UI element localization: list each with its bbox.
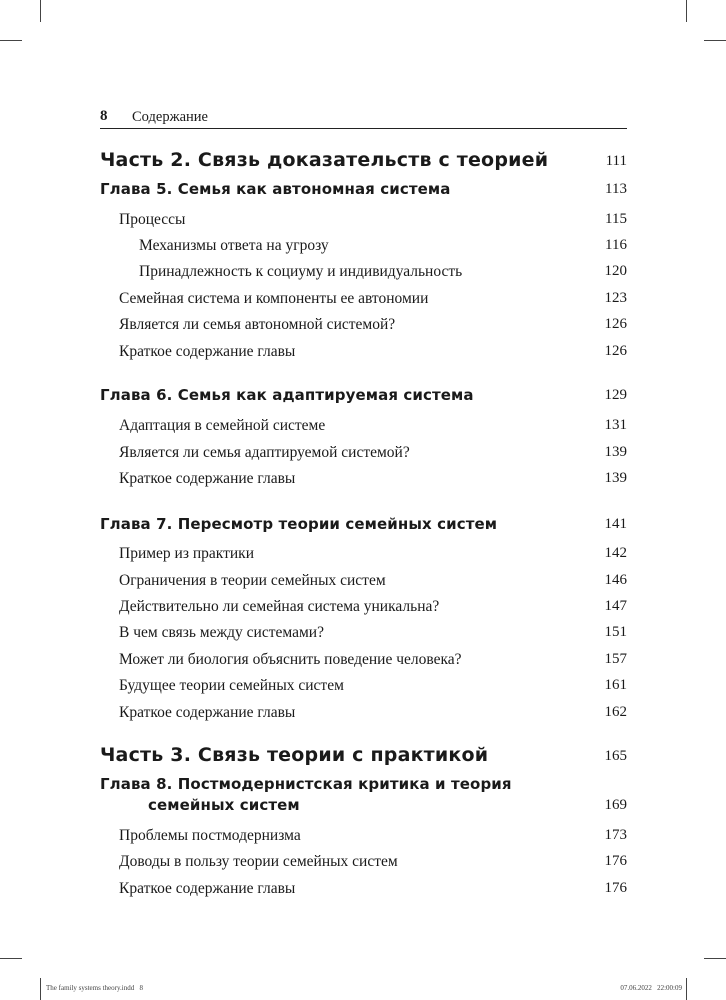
toc-page-number: 176: [604, 853, 627, 869]
toc-section-title: Адаптация в семейной системе: [119, 417, 326, 434]
footer-timestamp: 07.06.2022 22:00:09: [620, 984, 682, 992]
toc-page-number: 120: [604, 263, 627, 279]
toc-page-number: 126: [604, 316, 627, 332]
toc-section-title: Проблемы постмодернизма: [119, 827, 301, 844]
toc-page-number: 129: [604, 387, 627, 403]
toc-section-title: Краткое содержание главы: [119, 880, 296, 897]
toc-section-title: В чем связь между системами?: [119, 624, 324, 641]
toc-section-title: Пример из практики: [119, 545, 254, 562]
toc-page-number: 161: [604, 677, 627, 693]
toc-page-number: 126: [604, 343, 627, 359]
toc-chapter-title-line1: Глава 8. Постмодернистская критика и теория: [100, 775, 512, 793]
toc-chapter-title: Глава 7. Пересмотр теории семейных систем: [100, 515, 498, 533]
toc-page-number: 115: [605, 211, 627, 227]
crop-mark-bottom-left: [40, 978, 41, 1000]
toc-part-title: Часть 2. Связь доказательств с теорией: [100, 149, 549, 171]
toc-chapter-title-line2: семейных систем: [148, 796, 300, 814]
crop-mark-right-top: [704, 40, 726, 41]
crop-mark-top-right: [686, 0, 687, 22]
toc-section-title: Будущее теории семейных систем: [119, 677, 344, 694]
crop-mark-right-bottom: [704, 958, 726, 959]
toc-page-number: 176: [604, 880, 627, 896]
crop-mark-left-bottom: [0, 958, 22, 959]
toc-page-number: 157: [604, 651, 627, 667]
toc-page-number: 131: [604, 417, 627, 433]
toc-page-number: 169: [604, 797, 627, 813]
toc-page-number: 111: [605, 153, 627, 169]
toc-page-number: 151: [604, 624, 627, 640]
toc-page-number: 146: [604, 572, 627, 588]
toc-section-title: Краткое содержание главы: [119, 343, 296, 360]
toc-page-number: 173: [604, 827, 627, 843]
toc-section-title: Доводы в пользу теории семейных систем: [119, 853, 398, 870]
toc-section-title: Семейная система и компоненты ее автономии: [119, 290, 429, 307]
toc-page-number: 139: [604, 470, 627, 486]
toc-page-number: 165: [604, 748, 627, 764]
toc-page-number: 123: [604, 290, 627, 306]
header-page-number: 8: [100, 108, 108, 124]
toc-page-number: 139: [604, 444, 627, 460]
toc-section-title: Краткое содержание главы: [119, 470, 296, 487]
crop-mark-top-left: [40, 0, 41, 22]
toc-page-number: 113: [605, 181, 627, 197]
footer-file-slug: The family systems theory.indd 8: [46, 984, 143, 992]
toc-section-title: Действительно ли семейная система уникальна?: [119, 598, 440, 615]
toc-page-number: 141: [604, 516, 627, 532]
toc-section-title: Является ли семья адаптируемой системой?: [119, 444, 410, 461]
toc-subsection-title: Принадлежность к социуму и индивидуальность: [139, 263, 463, 280]
toc-section-title: Может ли биология объяснить поведение человека?: [119, 651, 462, 668]
toc-page-number: 142: [604, 545, 627, 561]
toc-section-title: Краткое содержание главы: [119, 704, 296, 721]
crop-mark-bottom-right: [686, 978, 687, 1000]
running-header: [100, 108, 627, 129]
toc-page-number: 162: [604, 704, 627, 720]
toc-section-title: Является ли семья автономной системой?: [119, 316, 396, 333]
toc-section-title: Ограничения в теории семейных систем: [119, 572, 386, 589]
toc-subsection-title: Механизмы ответа на угрозу: [139, 237, 329, 254]
toc-page-number: 116: [605, 237, 627, 253]
header-title: Содержание: [132, 109, 208, 125]
toc-chapter-title: Глава 5. Семья как автономная система: [100, 180, 451, 198]
toc-page-number: 147: [604, 598, 627, 614]
crop-mark-left-top: [0, 40, 22, 41]
toc-part-title: Часть 3. Связь теории с практикой: [100, 744, 489, 766]
toc-chapter-title: Глава 6. Семья как адаптируемая система: [100, 386, 474, 404]
toc-section-title: Процессы: [119, 211, 186, 228]
